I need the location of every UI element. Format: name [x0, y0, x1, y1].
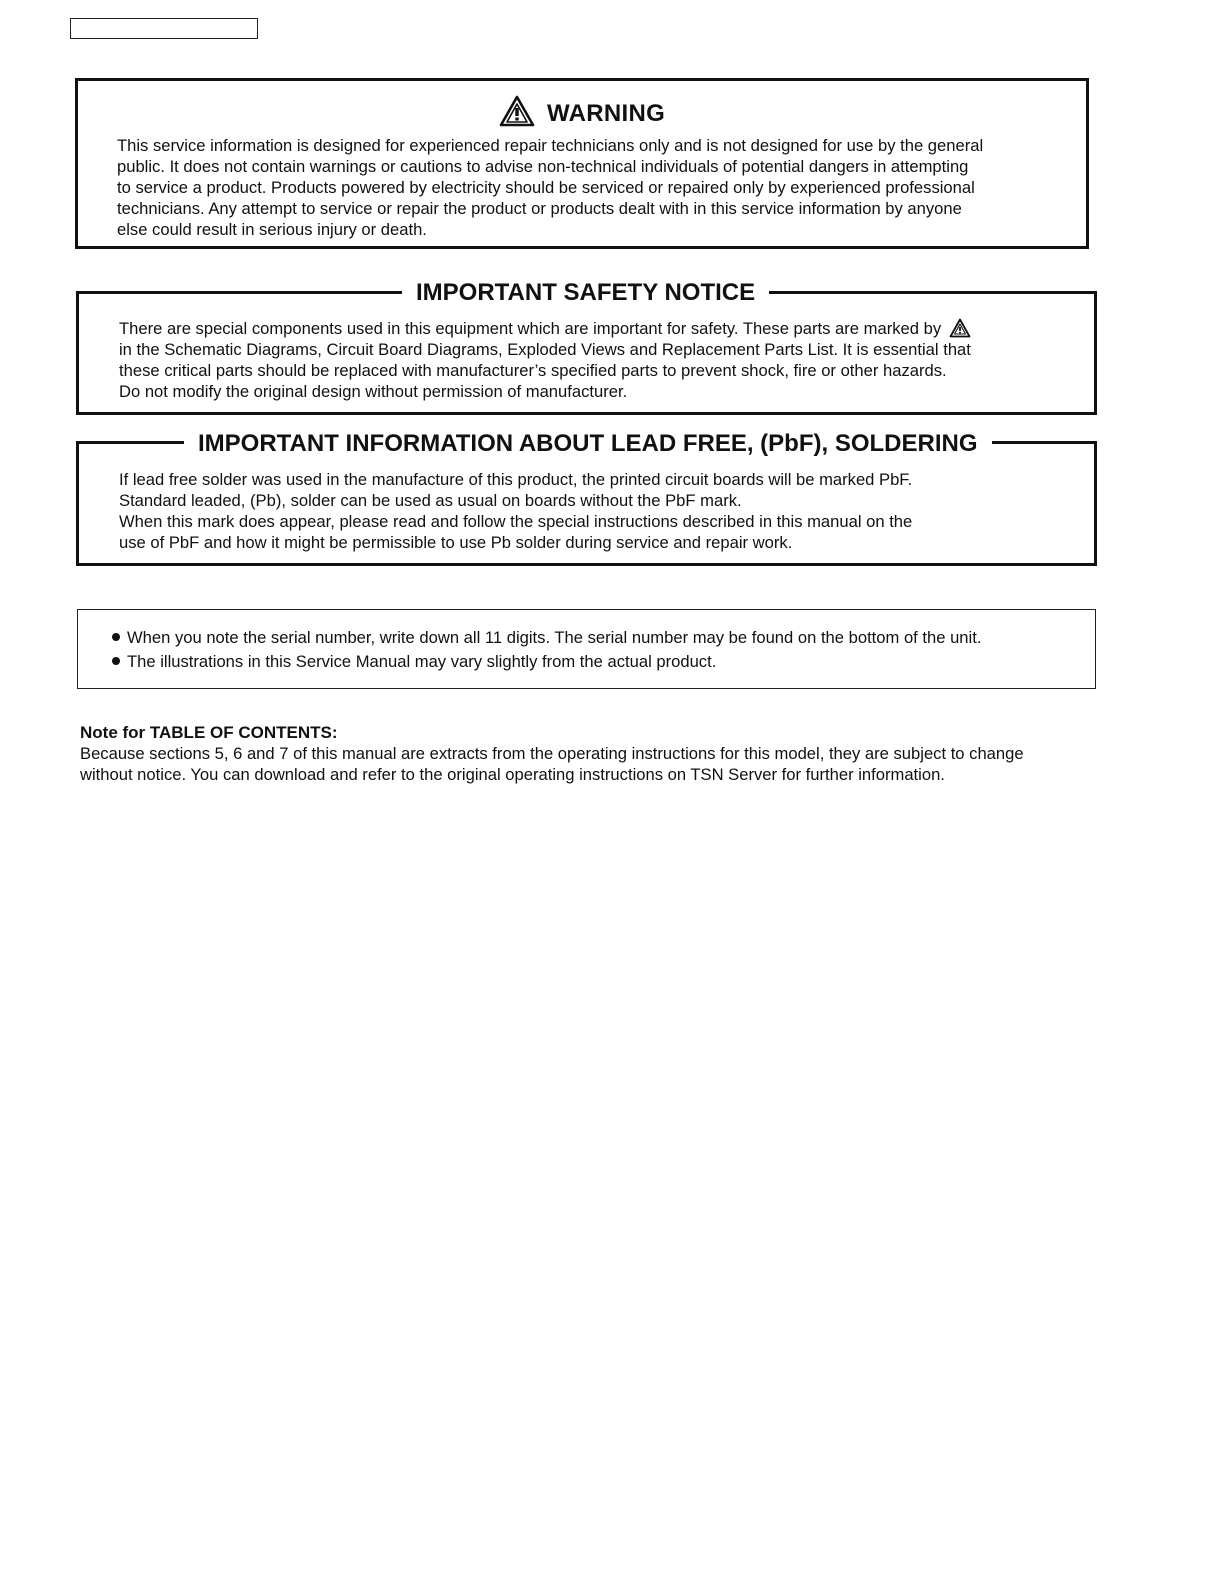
safety-line: these critical parts should be replaced with manufacturer’s specified parts to prevent shock, fire or other hazards.: [119, 361, 947, 380]
warning-line: technicians. Any attempt to service or repair the product or products dealt with in this service information by anyone: [117, 199, 962, 218]
toc-note-line: without notice. You can download and refer to the original operating instructions on TSN Server for further information.: [80, 765, 945, 784]
warning-box: [75, 78, 1089, 249]
lead-free-text: [119, 469, 912, 553]
safety-notice-title: IMPORTANT SAFETY NOTICE: [402, 279, 769, 307]
list-item: The illustrations in this Service Manual may vary slightly from the actual product.: [112, 651, 716, 672]
safety-notice-box: [76, 291, 1097, 415]
safety-line: Do not modify the original design without permission of manufacturer.: [119, 382, 628, 401]
bullet-icon: [112, 657, 120, 665]
page-tag-box: [70, 18, 258, 39]
safety-line: in the Schematic Diagrams, Circuit Board Diagrams, Exploded Views and Replacement Parts List. It is essential that: [119, 340, 971, 359]
lead-free-line: When this mark does appear, please read and follow the special instructions described in this manual on the: [119, 512, 913, 531]
warning-line: else could result in serious injury or death.: [117, 220, 427, 239]
warning-text: [117, 135, 983, 240]
toc-note-line: Because sections 5, 6 and 7 of this manual are extracts from the operating instructions for this model, they are subject to change: [80, 744, 1024, 763]
safety-notice-text: [119, 318, 971, 402]
lead-free-title: IMPORTANT INFORMATION ABOUT LEAD FREE, (PbF), SOLDERING: [184, 430, 992, 458]
warning-line: This service information is designed for experienced repair technicians only and is not designed for use by the general: [117, 136, 984, 155]
lead-free-line: If lead free solder was used in the manufacture of this product, the printed circuit boards will be marked PbF.: [119, 470, 913, 489]
lead-free-box: [76, 441, 1097, 566]
toc-note: [80, 722, 1110, 785]
toc-note-title: Note for TABLE OF CONTENTS:: [80, 723, 338, 742]
warning-title: WARNING: [546, 100, 666, 127]
warning-triangle-icon: [499, 95, 535, 127]
warning-line: to service a product. Products powered by electricity should be serviced or repaired only by experienced professional: [117, 178, 975, 197]
safety-line: There are special components used in this equipment which are important for safety. These parts are marked by: [119, 318, 971, 339]
warning-line: public. It does not contain warnings or cautions to advise non-technical individuals of potential dangers in attempting: [117, 157, 969, 176]
lead-free-line: use of PbF and how it might be permissible to use Pb solder during service and repair work.: [119, 533, 793, 552]
lead-free-line: Standard leaded, (Pb), solder can be used as usual on boards without the PbF mark.: [119, 491, 742, 510]
warning-heading: [78, 95, 1086, 128]
list-item: When you note the serial number, write down all 11 digits. The serial number may be found on the bottom of the unit.: [112, 627, 981, 648]
safety-mark-icon: [949, 318, 971, 338]
bullet-icon: [112, 633, 120, 641]
notes-box: [77, 609, 1096, 689]
